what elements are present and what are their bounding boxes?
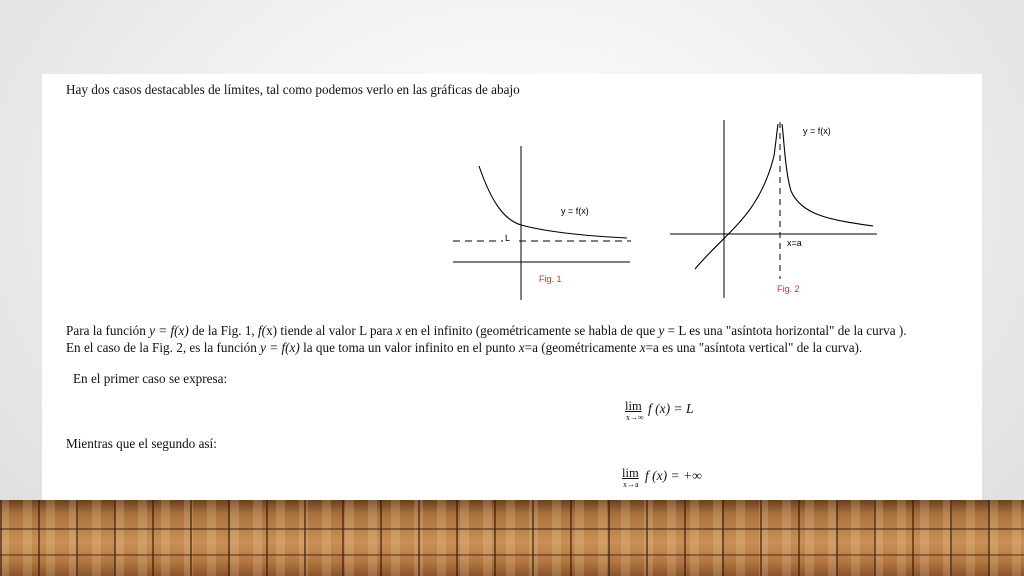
para1-math: y = f(x) — [149, 323, 189, 338]
para2-math: x — [639, 340, 646, 355]
fig1-curve-label: y = f(x) — [561, 206, 589, 216]
fig2-point-label: x=a — [787, 238, 802, 248]
para1-math: y — [658, 323, 665, 338]
formula-2 — [622, 466, 702, 489]
fig1-asymptote-label: L — [505, 233, 511, 243]
para1-text: Para la función — [66, 323, 150, 338]
formula1-subscript: x→∞ — [626, 413, 644, 422]
para2-math: x — [518, 340, 525, 355]
para1-text: en el infinito (geométricamente se habla de que — [401, 323, 659, 338]
para2-text: la que toma un valor infinito en el punto — [299, 340, 519, 355]
formula2-lim: lim — [622, 466, 639, 480]
para1-text: de la Fig. 1, — [188, 323, 259, 338]
para1-math: x — [395, 323, 402, 338]
para1-text: x) tiende al valor L para — [266, 323, 396, 338]
formula2-subscript: x→a — [623, 480, 639, 489]
figure-1-horizontal-asymptote — [437, 144, 642, 306]
case-2-label: Mientras que el segundo así: — [66, 436, 217, 451]
intro-text: Hay dos casos destacables de límites, tal como podemos verlo en las gráficas de abajo — [66, 82, 520, 97]
fig2-curve-label: y = f(x) — [803, 126, 831, 136]
figure-2-vertical-asymptote — [667, 116, 882, 302]
paragraph-1 — [66, 323, 907, 339]
paragraph-2 — [66, 340, 862, 356]
para2-math: y = f(x) — [260, 340, 300, 355]
formula-1 — [625, 399, 694, 422]
formula1-expression: f (x) = L — [648, 401, 694, 416]
slide-content — [42, 74, 982, 500]
case-1-label: En el primer caso se expresa: — [73, 371, 228, 386]
para1-math: f( — [258, 323, 267, 338]
fig2-caption: Fig. 2 — [777, 284, 800, 294]
para2-text: =a (geométricamente — [524, 340, 640, 355]
formula1-lim: lim — [625, 399, 642, 413]
formula2-expression: f (x) = +∞ — [645, 468, 702, 483]
para2-text: =a es una "asíntota vertical" de la curva). — [645, 340, 863, 355]
wood-floor-background — [0, 500, 1024, 576]
para2-text: En el caso de la Fig. 2, es la función — [66, 340, 261, 355]
fig1-caption: Fig. 1 — [539, 274, 562, 284]
para1-text: = L es una "asíntota horizontal" de la curva ). — [664, 323, 907, 338]
